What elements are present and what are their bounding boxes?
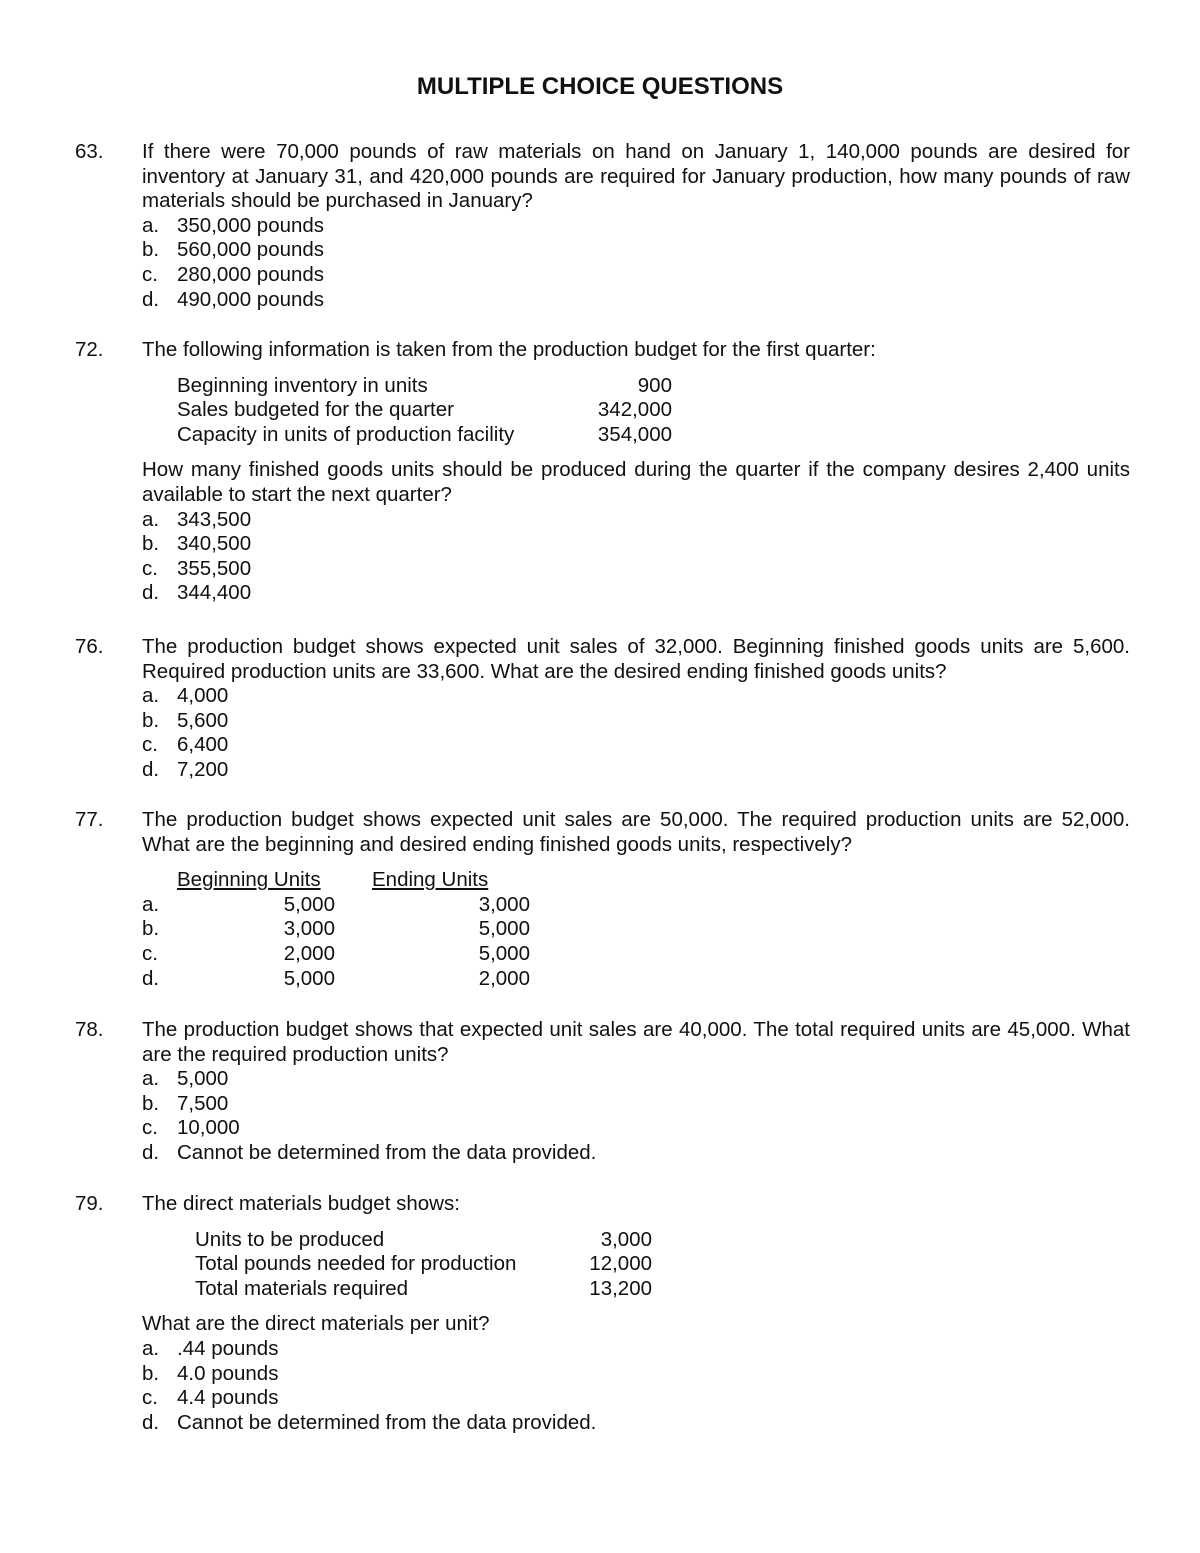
info-row: Capacity in units of production facility 354,000	[177, 422, 672, 446]
info-row: Total pounds needed for production 12,000	[195, 1252, 652, 1276]
question-stem: The production budget shows expected unit sales are 50,000. The required production units are 52,000. What are the beginning and desired ending finished goods units, respectively?	[142, 808, 1130, 856]
option-d[interactable]: d. Cannot be determined from the data provided.	[142, 1410, 597, 1434]
option-a[interactable]: a. 4,000	[142, 684, 229, 708]
question-stem: The production budget shows expected unit sales of 32,000. Beginning finished goods units are 5,600. Required production units are 33,600. What are the desired ending finished goods units?	[142, 635, 1130, 683]
option-a[interactable]: a. 5,000	[142, 1067, 229, 1091]
answer-table	[142, 868, 1130, 991]
option-list	[142, 1337, 1130, 1435]
option-b[interactable]: b. 340,500	[142, 532, 252, 556]
option-a[interactable]: a. 343,500	[142, 507, 252, 531]
question-stem: The production budget shows that expected unit sales are 40,000. The total required units are 45,000. What are the required production units?	[142, 1018, 1130, 1066]
question-text: How many finished goods units should be produced during the quarter if the company desires 2,400 units available to start the next quarter?	[142, 458, 1130, 506]
option-c[interactable]: c. 355,500	[142, 556, 252, 580]
option-list	[142, 508, 1130, 606]
option-d[interactable]: d. 7,200	[142, 757, 229, 781]
answer-table-header	[177, 868, 1130, 893]
question-number: 76.	[75, 635, 104, 658]
option-c[interactable]: c. 4.4 pounds	[142, 1386, 279, 1410]
column-header-ending: Ending Units	[372, 868, 489, 892]
question-79	[75, 1192, 1130, 1435]
option-d[interactable]: d. Cannot be determined from the data provided.	[142, 1140, 597, 1164]
info-table	[195, 1228, 1130, 1302]
column-header-beginning: Beginning Units	[177, 868, 321, 892]
question-stem: The following information is taken from the production budget for the first quarter:	[142, 338, 876, 361]
question-number: 63.	[75, 140, 104, 163]
question-number: 78.	[75, 1018, 104, 1041]
option-d[interactable]: d. 5,000 2,000	[142, 966, 530, 990]
question-77	[75, 808, 1130, 991]
option-b[interactable]: b. 3,000 5,000	[142, 917, 530, 941]
option-c[interactable]: c. 2,000 5,000	[142, 941, 530, 965]
info-row: Sales budgeted for the quarter 342,000	[177, 398, 672, 422]
option-b[interactable]: b. 5,600	[142, 708, 229, 732]
info-row: Beginning inventory in units 900	[177, 373, 672, 397]
question-stem: The direct materials budget shows:	[142, 1192, 460, 1215]
option-c[interactable]: c. 10,000	[142, 1116, 240, 1140]
option-d[interactable]: d. 490,000 pounds	[142, 287, 325, 311]
question-number: 77.	[75, 808, 104, 831]
question-76	[75, 635, 1130, 783]
option-list	[142, 684, 1130, 782]
page-title: MULTIPLE CHOICE QUESTIONS	[416, 73, 784, 100]
option-list	[142, 1067, 1130, 1165]
question-text: What are the direct materials per unit?	[142, 1312, 490, 1336]
question-72	[75, 338, 1130, 606]
option-b[interactable]: b. 7,500	[142, 1091, 229, 1115]
option-c[interactable]: c. 6,400	[142, 733, 229, 757]
question-stem: If there were 70,000 pounds of raw materials on hand on January 1, 140,000 pounds are desired for inventory at January 31, and 420,000 pounds are required for January production, how many pounds of raw materials should be purchased in January?	[142, 140, 1130, 213]
info-row: Units to be produced 3,000	[195, 1227, 652, 1251]
option-a[interactable]: a. .44 pounds	[142, 1336, 279, 1360]
option-a[interactable]: a. 350,000 pounds	[142, 213, 325, 237]
question-78	[75, 1018, 1130, 1166]
option-b[interactable]: b. 560,000 pounds	[142, 238, 325, 262]
option-a[interactable]: a. 5,000 3,000	[142, 892, 530, 916]
option-list	[142, 214, 1130, 312]
info-row: Total materials required 13,200	[195, 1276, 652, 1300]
option-c[interactable]: c. 280,000 pounds	[142, 262, 325, 286]
info-table	[177, 374, 1130, 448]
option-b[interactable]: b. 4.0 pounds	[142, 1361, 279, 1385]
option-d[interactable]: d. 344,400	[142, 581, 252, 605]
question-number: 79.	[75, 1192, 104, 1215]
question-63	[75, 140, 1130, 312]
question-number: 72.	[75, 338, 104, 361]
